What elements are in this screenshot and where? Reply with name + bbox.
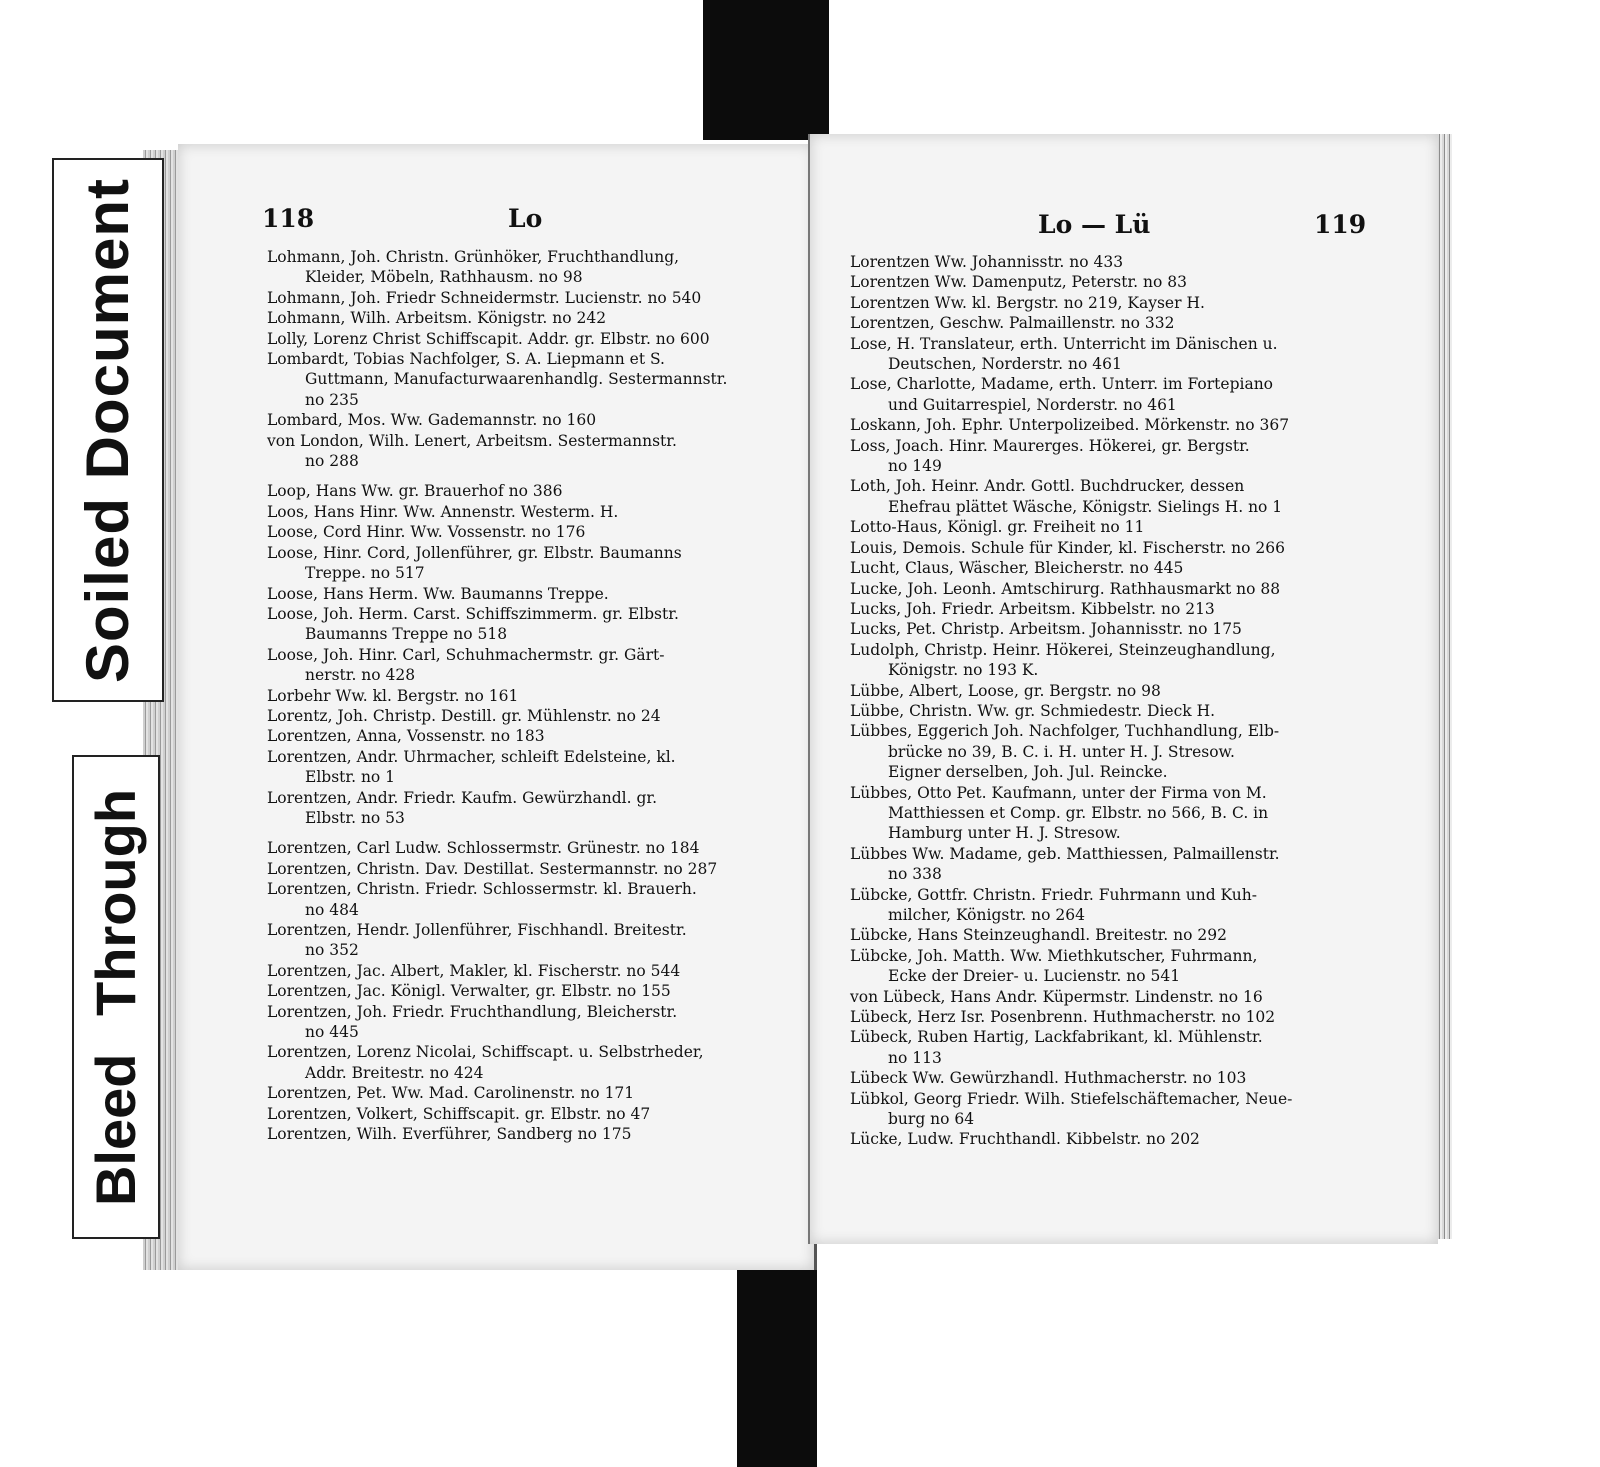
directory-entry (850, 252, 1370, 272)
directory-entry (267, 1124, 787, 1144)
entry-line: Lombard, Mos. Ww. Gademannstr. no 160 (267, 411, 597, 430)
directory-entry (850, 374, 1370, 415)
entry-continuation-line: und Guitarrespiel, Norderstr. no 461 (888, 395, 1177, 414)
entry-continuation-line: Baumanns Treppe no 518 (305, 625, 508, 644)
directory-entry (267, 879, 787, 920)
entry-line: Loose, Cord Hinr. Ww. Vossenstr. no 176 (267, 523, 586, 542)
entry-line: Lübkol, Georg Friedr. Wilh. Stiefelschäftemacher, Neue- (850, 1089, 1293, 1108)
entry-continuation-line: Ecke der Dreier- u. Lucienstr. no 541 (888, 967, 1181, 986)
directory-entry (267, 431, 787, 472)
directory-entry (267, 247, 787, 288)
directory-entry (267, 838, 787, 858)
directory-entry (267, 961, 787, 981)
entry-line: Ludolph, Christp. Heinr. Hökerei, Steinzeughandlung, (850, 640, 1276, 659)
directory-entry (267, 726, 787, 746)
directory-entry (850, 1007, 1370, 1027)
entry-continuation-line: Kleider, Möbeln, Rathhausm. no 98 (305, 268, 583, 287)
entry-line: Lorentzen, Anna, Vossenstr. no 183 (267, 727, 545, 746)
entry-line: Lohmann, Wilh. Arbeitsm. Königstr. no 242 (267, 309, 607, 328)
directory-entry (850, 1027, 1370, 1068)
entry-line: Lübcke, Hans Steinzeughandl. Breitestr. no 292 (850, 926, 1227, 945)
black-strip-bottom (737, 1250, 817, 1467)
entry-continuation-line: Elbstr. no 1 (305, 768, 396, 787)
soiled-document-label (52, 158, 164, 702)
directory-entry (267, 329, 787, 349)
bleed-through-text: Bleed Through (84, 788, 148, 1206)
entry-line: Lübbe, Albert, Loose, gr. Bergstr. no 98 (850, 681, 1161, 700)
entry-line: Lombardt, Tobias Nachfolger, S. A. Liepmann et S. (267, 350, 665, 369)
directory-entry (850, 681, 1370, 701)
entry-line: Lorentz, Joh. Christp. Destill. gr. Mühlenstr. no 24 (267, 706, 661, 725)
directory-entry (850, 619, 1370, 639)
entry-line: Loos, Hans Hinr. Ww. Annenstr. Westerm. H. (267, 502, 619, 521)
directory-entry (850, 272, 1370, 292)
entry-continuation-line: no 484 (305, 900, 359, 919)
right-entry-list (850, 252, 1370, 1150)
entry-continuation-line: no 352 (305, 941, 359, 960)
directory-entry (267, 308, 787, 328)
directory-entry (267, 522, 787, 542)
entry-continuation-line: Matthiessen et Comp. gr. Elbstr. no 566, B. C. in (888, 803, 1269, 822)
entry-line: Lucke, Joh. Leonh. Amtschirurg. Rathhausmarkt no 88 (850, 579, 1281, 598)
directory-entry (267, 706, 787, 726)
directory-entry (850, 558, 1370, 578)
directory-entry (850, 293, 1370, 313)
entry-line: Loose, Joh. Herm. Carst. Schiffszimmerm. gr. Elbstr. (267, 604, 679, 623)
directory-entry (850, 1089, 1370, 1130)
entry-line: Lotto-Haus, Königl. gr. Freiheit no 11 (850, 518, 1145, 537)
entry-line: Lorentzen, Jac. Königl. Verwalter, gr. Elbstr. no 155 (267, 982, 671, 1001)
entry-line: Lorentzen, Volkert, Schiffscapit. gr. Elbstr. no 47 (267, 1104, 651, 1123)
entry-line: Loth, Joh. Heinr. Andr. Gottl. Buchdrucker, dessen (850, 477, 1245, 496)
entry-line: Loop, Hans Ww. gr. Brauerhof no 386 (267, 482, 563, 501)
left-page-heading: Lo (508, 204, 543, 233)
entry-continuation-line: Elbstr. no 53 (305, 808, 405, 827)
entry-line: Lorentzen Ww. kl. Bergstr. no 219, Kayser H. (850, 293, 1205, 312)
left-page-number: 118 (262, 204, 315, 233)
directory-entry (850, 701, 1370, 721)
entry-continuation-line: Ehefrau plättet Wäsche, Königstr. Sielings H. no 1 (888, 497, 1283, 516)
entry-continuation-line: no 113 (888, 1048, 942, 1067)
entry-continuation-line: Eigner derselben, Joh. Jul. Reincke. (888, 763, 1168, 782)
directory-entry (850, 885, 1370, 926)
entry-continuation-line: burg no 64 (888, 1110, 975, 1129)
entry-line: von London, Wilh. Lenert, Arbeitsm. Sestermannstr. (267, 431, 677, 450)
entry-line: Lorentzen, Pet. Ww. Mad. Carolinenstr. no 171 (267, 1084, 635, 1103)
directory-entry (850, 925, 1370, 945)
entry-line: Lübcke, Joh. Matth. Ww. Miethkutscher, Fuhrmann, (850, 946, 1258, 965)
entry-line: Lübbe, Christn. Ww. gr. Schmiedestr. Dieck H. (850, 701, 1216, 720)
directory-entry (850, 1129, 1370, 1149)
directory-entry (850, 313, 1370, 333)
entry-line: Lorentzen, Andr. Friedr. Kaufm. Gewürzhandl. gr. (267, 788, 657, 807)
directory-entry (267, 349, 787, 410)
directory-entry (850, 599, 1370, 619)
directory-entry (850, 538, 1370, 558)
entry-line: Lübeck, Herz Isr. Posenbrenn. Huthmacherstr. no 102 (850, 1008, 1276, 1027)
entry-continuation-line: Hamburg unter H. J. Stresow. (888, 824, 1121, 843)
entry-continuation-line: brücke no 39, B. C. i. H. unter H. J. Stresow. (888, 742, 1235, 761)
soiled-document-text: Soiled Document (74, 177, 142, 683)
directory-entry (267, 502, 787, 522)
right-page-heading: Lo — Lü (1038, 210, 1151, 239)
entry-line: Lorentzen Ww. Damenputz, Peterstr. no 83 (850, 273, 1187, 292)
entry-line: Lübcke, Gottfr. Christn. Friedr. Fuhrmann und Kuh- (850, 885, 1257, 904)
entry-line: Loose, Hinr. Cord, Jollenführer, gr. Elbstr. Baumanns (267, 543, 682, 562)
entry-continuation-line: nerstr. no 428 (305, 666, 416, 685)
directory-entry (267, 747, 787, 788)
entry-continuation-line: no 149 (888, 457, 942, 476)
entry-continuation-line: Treppe. no 517 (305, 564, 425, 583)
entry-line: Lose, H. Translateur, erth. Unterricht im Dänischen u. (850, 334, 1278, 353)
entry-line: Loss, Joach. Hinr. Maurerges. Hökerei, gr. Bergstr. (850, 436, 1250, 455)
bleed-through-label (72, 755, 160, 1239)
directory-entry (850, 1068, 1370, 1088)
entry-line: Lübbes Ww. Madame, geb. Matthiessen, Palmaillenstr. (850, 844, 1280, 863)
entry-line: Lorentzen, Andr. Uhrmacher, schleift Edelsteine, kl. (267, 747, 676, 766)
directory-entry (850, 517, 1370, 537)
directory-entry (267, 1104, 787, 1124)
entry-line: Lorentzen, Christn. Dav. Destillat. Sestermannstr. no 287 (267, 859, 718, 878)
directory-entry (267, 410, 787, 430)
entry-continuation-line: milcher, Königstr. no 264 (888, 906, 1085, 924)
directory-entry (267, 1042, 787, 1083)
entry-line: Lorentzen, Lorenz Nicolai, Schiffscapt. u. Selbstrheder, (267, 1043, 704, 1062)
directory-entry (850, 579, 1370, 599)
entry-line: Lübeck Ww. Gewürzhandl. Huthmacherstr. no 103 (850, 1069, 1247, 1088)
entry-line: Lucks, Pet. Christp. Arbeitsm. Johannisstr. no 175 (850, 620, 1242, 639)
directory-entry (267, 645, 787, 686)
entry-line: Lohmann, Joh. Christn. Grünhöker, Fruchthandlung, (267, 248, 680, 266)
entry-line: Lübeck, Ruben Hartig, Lackfabrikant, kl. Mühlenstr. (850, 1028, 1263, 1047)
entry-line: Lorbehr Ww. kl. Bergstr. no 161 (267, 686, 519, 705)
directory-entry (267, 584, 787, 604)
right-page-number: 119 (1314, 210, 1367, 239)
entry-line: Lorentzen Ww. Johannisstr. no 433 (850, 253, 1124, 271)
entry-continuation-line: no 445 (305, 1023, 359, 1042)
entry-line: Lorentzen, Jac. Albert, Makler, kl. Fischerstr. no 544 (267, 961, 681, 980)
directory-entry (850, 640, 1370, 681)
directory-entry (850, 844, 1370, 885)
entry-continuation-line: no 235 (305, 390, 359, 409)
entry-line: Loskann, Joh. Ephr. Unterpolizeibed. Mörkenstr. no 367 (850, 416, 1290, 435)
directory-entry (267, 1002, 787, 1043)
directory-entry (850, 436, 1370, 477)
entry-continuation-line: Königstr. no 193 K. (888, 661, 1039, 680)
entry-line: Loose, Hans Herm. Ww. Baumanns Treppe. (267, 584, 609, 603)
directory-entry (850, 334, 1370, 375)
directory-entry (267, 288, 787, 308)
directory-entry (850, 476, 1370, 517)
black-strip-top (703, 0, 829, 140)
directory-entry (267, 981, 787, 1001)
entry-line: Lübbes, Eggerich Joh. Nachfolger, Tuchhandlung, Elb- (850, 722, 1280, 741)
entry-continuation-line: no 338 (888, 865, 942, 884)
entry-line: Lübbes, Otto Pet. Kaufmann, unter der Firma von M. (850, 783, 1267, 802)
directory-entry (267, 788, 787, 829)
entry-line: Lorentzen, Christn. Friedr. Schlossermstr. kl. Brauerh. (267, 880, 697, 899)
directory-entry (267, 686, 787, 706)
directory-entry (850, 415, 1370, 435)
entry-line: Lorentzen, Hendr. Jollenführer, Fischhandl. Breitestr. (267, 921, 687, 939)
left-entry-list (267, 247, 787, 1144)
entry-line: Lorentzen, Carl Ludw. Schlossermstr. Grünestr. no 184 (267, 839, 700, 858)
directory-entry (850, 721, 1370, 782)
directory-entry (267, 859, 787, 879)
entry-continuation-line: Deutschen, Norderstr. no 461 (888, 355, 1122, 374)
directory-entry (850, 987, 1370, 1007)
directory-entry (850, 946, 1370, 987)
entry-line: Loose, Joh. Hinr. Carl, Schuhmachermstr. gr. Gärt- (267, 645, 665, 664)
entry-line: Lucks, Joh. Friedr. Arbeitsm. Kibbelstr. no 213 (850, 599, 1215, 618)
entry-continuation-line: no 288 (305, 452, 359, 471)
entry-line: Louis, Demois. Schule für Kinder, kl. Fischerstr. no 266 (850, 538, 1286, 557)
entry-line: Lorentzen, Wilh. Everführer, Sandberg no 175 (267, 1125, 632, 1144)
directory-entry (267, 920, 787, 961)
directory-entry (850, 783, 1370, 844)
entry-continuation-line: Addr. Breitestr. no 424 (305, 1063, 484, 1082)
entry-line: Lucht, Claus, Wäscher, Bleicherstr. no 445 (850, 559, 1184, 578)
directory-entry (267, 481, 787, 501)
directory-entry (267, 543, 787, 584)
entry-continuation-line: Guttmann, Manufacturwaarenhandlg. Sestermannstr. (305, 370, 728, 389)
entry-line: Lorentzen, Geschw. Palmaillenstr. no 332 (850, 314, 1175, 333)
directory-entry (267, 604, 787, 645)
entry-line: Lose, Charlotte, Madame, erth. Unterr. im Fortepiano (850, 375, 1274, 394)
entry-line: Lohmann, Joh. Friedr Schneidermstr. Lucienstr. no 540 (267, 288, 702, 307)
entry-line: von Lübeck, Hans Andr. Küpermstr. Lindenstr. no 16 (850, 987, 1263, 1006)
entry-line: Lücke, Ludw. Fruchthandl. Kibbelstr. no 202 (850, 1130, 1200, 1149)
entry-line: Lorentzen, Joh. Friedr. Fruchthandlung, Bleicherstr. (267, 1002, 678, 1021)
entry-line: Lolly, Lorenz Christ Schiffscapit. Addr. gr. Elbstr. no 600 (267, 329, 710, 348)
directory-entry (267, 1083, 787, 1103)
